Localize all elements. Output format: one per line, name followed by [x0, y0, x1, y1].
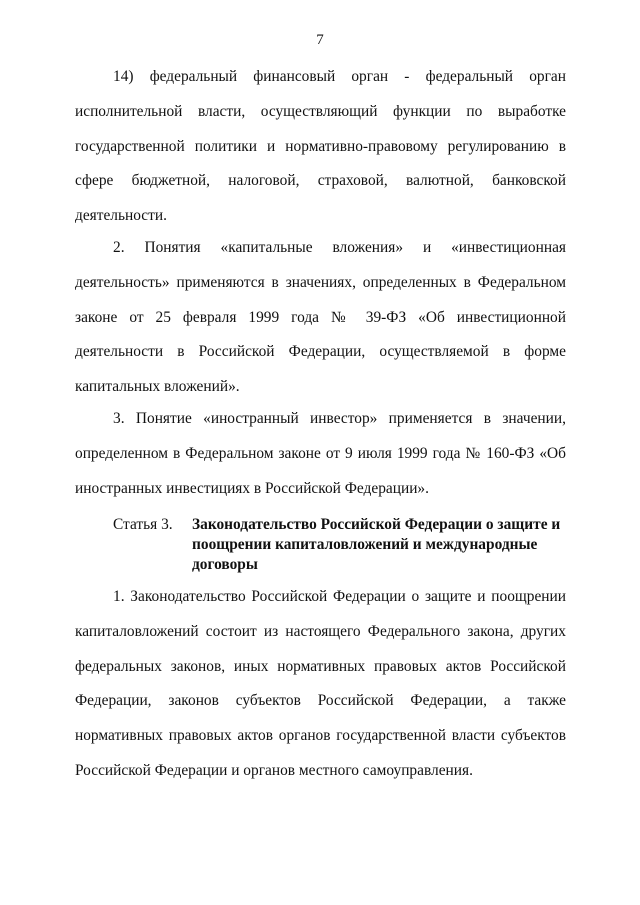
paragraph-2: 2. Понятия «капитальные вложения» и «инвестиционная деятельность» применяются в значениях, определенных в Федеральном законе от 25 февраля 1999 года № 39-ФЗ «Об инвестиционной деятельности в Российской Федерации, осуществляемой в форме капитальных вложений».: [75, 239, 566, 396]
article-label: Статья 3.: [113, 516, 173, 533]
article-paragraph-1: 1. Законодательство Российской Федерации о защите и поощрении капиталовложений состоит из настоящего Федерального закона, других федеральных законов, иных нормативных правовых актов Российской Федерации, законов субъектов Российской Федерации, а также нормативных правовых актов органов государственной власти субъектов Российской Федерации и органов местного самоуправления.: [75, 588, 566, 779]
paragraph-item-14: 14) федеральный финансовый орган - федеральный орган исполнительной власти, осуществляющий функции по выработке государственной политики и нормативно-правовому регулированию в сфере бюджетной, налоговой, страховой, валютной, банковской деятельности.: [75, 68, 566, 225]
paragraph-3: 3. Понятие «иностранный инвестор» применяется в значении, определенном в Федеральном законе от 9 июля 1999 года № 160-ФЗ «Об иностранных инвестициях в Российской Федерации».: [75, 410, 566, 497]
article-title: Законодательство Российской Федерации о защите и поощрении капиталовложений и международные договоры: [192, 516, 561, 573]
page-number: 7: [316, 32, 324, 48]
